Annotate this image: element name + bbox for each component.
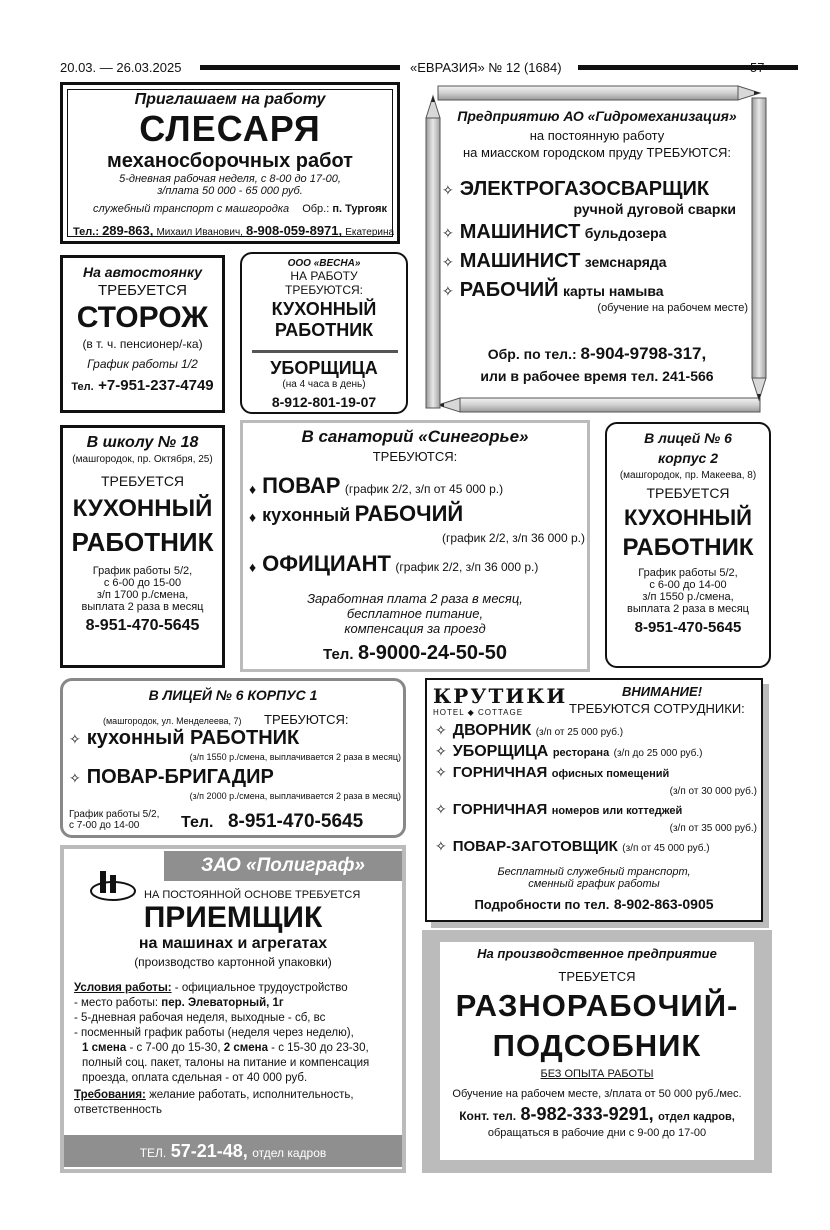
ad-heading: В санаторий «Синегорье» <box>301 427 529 446</box>
condition: - с 15-30 до 23-30, <box>271 1042 369 1054</box>
phone-number: 8-951-470-5645 <box>227 811 364 832</box>
job-note: (з/п до 25 000 руб.) <box>613 748 703 759</box>
job-title: РАБОТНИК <box>274 320 374 340</box>
ad-line: НА РАБОТУ <box>290 269 358 283</box>
ad-detail: График работы 5/2, <box>92 565 193 577</box>
ad-line: на постоянную работу <box>529 128 665 143</box>
ad-heading: Предприятию АО «Гидромеханизация» <box>457 108 737 124</box>
ad-gidro <box>420 78 772 420</box>
ad-detail: График работы 5/2, <box>638 567 738 579</box>
tel-suffix: отдел кадров, <box>658 1111 735 1123</box>
diamond-icon: ♦ <box>249 480 257 497</box>
ad-note: (в т. ч. пенсионер/-ка) <box>82 337 203 351</box>
phone-number: 8-951-470-5645 <box>634 619 742 636</box>
ad-detail: з/п 1550 р./смена, <box>642 591 734 603</box>
ad-title: ПОДСОБНИК <box>492 1028 702 1063</box>
star-icon: ✧ <box>69 770 81 786</box>
tel-label: Обр. по тел.: <box>487 346 577 362</box>
ad-need: ТРЕБУЕТСЯ <box>558 969 636 984</box>
tel-label: ТЕЛ. <box>139 1146 167 1160</box>
ad-sinegorye <box>240 420 590 672</box>
ad-note: (производство картонной упаковки) <box>134 955 332 969</box>
ad-title: РАБОТНИК <box>622 534 754 561</box>
requirement: желание работать, исполнительность, <box>149 1089 354 1101</box>
header-rule-right <box>578 65 798 70</box>
contact-name: Михаил Иванович, <box>156 227 243 238</box>
job-title: УБОРЩИЦА <box>452 743 549 760</box>
job-detail: карты намыва <box>562 283 664 299</box>
phone-number: 57-21-48, <box>170 1141 248 1161</box>
job-title: ПОВАР-БРИГАДИР <box>86 766 274 788</box>
job-note: (з/п 2000 р./смена, выплачивается 2 раза в месяц) <box>189 791 401 801</box>
job-title: КУХОННЫЙ <box>271 299 377 319</box>
ad-slesar <box>60 82 400 244</box>
ad-title: КУХОННЫЙ <box>623 505 752 530</box>
conditions-label: Условия работы: <box>74 982 172 994</box>
ad-address-label: Обр.: <box>302 203 330 215</box>
job-title: ПОВАР <box>262 473 341 498</box>
tel-suffix: отдел кадров <box>252 1146 327 1160</box>
attention-label: ВНИМАНИЕ! <box>621 684 703 699</box>
ad-detail: выплата 2 раза в месяц <box>81 601 204 613</box>
ad-detail: з/п 1700 р./смена, <box>96 589 189 601</box>
ad-line: НА ПОСТОЯННОЙ ОСНОВЕ ТРЕБУЕТСЯ <box>144 889 361 901</box>
ad-poligraf <box>60 845 406 1173</box>
ad-salary: з/плата 50 000 - 65 000 руб. <box>157 185 303 197</box>
job-title: ГОРНИЧНАЯ <box>452 801 548 818</box>
benefit: Заработная плата 2 раза в месяц, <box>307 591 523 606</box>
benefit: компенсация за проезд <box>344 621 486 636</box>
diamond-icon: ♦ <box>249 558 257 575</box>
job-detail: ресторана <box>552 747 610 759</box>
phone-number: 8-904-9798-317, <box>580 344 707 363</box>
job-title: кухонный РАБОТНИК <box>86 727 300 749</box>
ad-school18 <box>60 425 225 668</box>
job-note: (график 2/2, з/п 36 000 р.) <box>395 560 539 574</box>
issue-dates: 20.03. — 26.03.2025 <box>60 60 182 75</box>
tel-label: Подробности по тел. <box>474 897 610 912</box>
star-icon: ✧ <box>442 254 454 270</box>
header-rule-left <box>200 65 400 70</box>
condition: - посменный график работы (неделя через неделю), <box>74 1027 354 1039</box>
ad-detail: с 6-00 до 15-00 <box>103 577 182 589</box>
ad-heading: Приглашаем на работу <box>134 91 326 108</box>
ad-subtitle: на машинах и агрегатах <box>138 935 328 952</box>
company-banner <box>164 851 402 881</box>
condition: - официальное трудоустройство <box>174 982 348 994</box>
benefit: бесплатное питание, <box>346 606 484 621</box>
phone-number: +7-951-237-4749 <box>98 377 214 394</box>
benefit: сменный график работы <box>528 878 660 890</box>
ad-address: (машгородок, пр. Октября, 25) <box>72 454 213 465</box>
phone-alt: или в рабочее время тел. 241-566 <box>480 368 714 384</box>
ad-line: на миасском городском пруду ТРЕБУЮТСЯ: <box>462 145 732 160</box>
star-icon: ✧ <box>435 801 447 817</box>
job-title: УБОРЩИЦА <box>270 358 378 378</box>
ad-schedule: График работы 5/2, <box>69 809 160 820</box>
ad-heading: корпус 2 <box>658 450 718 466</box>
job-note: (график 2/2, з/п 36 000 р.) <box>442 531 585 545</box>
ad-heading: На производственное предприятие <box>477 946 717 961</box>
page-header <box>60 60 770 80</box>
ad-title: СТОРОЖ <box>76 301 209 334</box>
ad-line: ТРЕБУЮТСЯ: <box>284 283 363 297</box>
benefit: Бесплатный служебный транспорт, <box>497 866 691 878</box>
contact-name: Екатерина <box>345 227 395 238</box>
star-icon: ✧ <box>435 764 447 780</box>
tel-label: Тел. <box>181 814 214 831</box>
ad-heading: В ЛИЦЕЙ № 6 КОРПУС 1 <box>148 687 318 703</box>
ad-address: (машгородок, пр. Макеева, 8) <box>619 470 757 481</box>
phone-number: 8-912-801-19-07 <box>271 394 377 410</box>
star-icon: ✧ <box>435 743 447 759</box>
ad-transport: служебный транспорт с машгородка <box>93 203 290 215</box>
issue-title: «ЕВРАЗИЯ» № 12 (1684) <box>410 60 562 75</box>
shift-label: 1 смена <box>82 1042 127 1054</box>
ad-title: ПРИЕМЩИК <box>143 901 323 934</box>
job-detail: офисных помещений <box>551 768 670 780</box>
ad-heading: На автостоянку <box>82 264 202 280</box>
ad-heading: В школу № 18 <box>86 434 199 451</box>
experience-note: БЕЗ ОПЫТА РАБОТЫ <box>540 1068 654 1080</box>
requirements-label: Требования: <box>74 1089 146 1101</box>
ad-subtitle: механосборочных работ <box>107 150 353 172</box>
ad-heading: ООО «ВЕСНА» <box>287 258 361 269</box>
job-title: ОФИЦИАНТ <box>262 551 391 576</box>
ad-schedule: График работы 1/2 <box>87 357 198 371</box>
ad-need: ТРЕБУЮТСЯ СОТРУДНИКИ: <box>569 701 745 716</box>
tel-label: Тел. <box>71 381 94 393</box>
job-detail: ручной дуговой сварки <box>573 201 736 217</box>
job-detail: номеров или коттеджей <box>551 805 683 817</box>
phone-number: 8-951-470-5645 <box>85 617 200 634</box>
condition: - с 7-00 до 15-30, <box>129 1042 221 1054</box>
divider <box>252 350 398 353</box>
job-note: (з/п от 45 000 руб.) <box>622 843 710 854</box>
job-title: ЭЛЕКТРОГАЗОСВАРЩИК <box>459 178 710 200</box>
ad-address: (машгородок, ул. Менделеева, 7) <box>103 716 242 726</box>
ad-need: ТРЕБУЮТСЯ: <box>372 449 458 464</box>
star-icon: ✧ <box>69 731 81 747</box>
training-note: Обучение на рабочем месте, з/плата от 50 000 руб./мес. <box>452 1088 742 1100</box>
star-icon: ✧ <box>435 722 447 738</box>
ad-detail: выплата 2 раза в месяц <box>627 603 749 615</box>
training-note: (обучение на рабочем месте) <box>597 302 748 314</box>
ad-need: ТРЕБУЕТСЯ <box>100 473 185 489</box>
ad-lyceum6-k1 <box>60 678 406 838</box>
job-note: (график 2/2, з/п от 45 000 р.) <box>344 482 504 496</box>
ad-raznorab <box>422 930 772 1173</box>
ad-title: СЛЕСАРЯ <box>139 108 321 149</box>
ad-vesna <box>240 252 408 414</box>
logo-text: КРУТИКИ <box>433 684 568 708</box>
tel-label: Конт. тел. <box>459 1109 517 1123</box>
job-title: МАШИНИСТ <box>459 250 581 272</box>
diamond-icon: ♦ <box>249 508 257 525</box>
company-name: ЗАО «Полиграф» <box>201 855 365 876</box>
job-title: ДВОРНИК <box>452 722 532 739</box>
job-title: РАБОЧИЙ <box>459 279 559 301</box>
ad-schedule: 5-дневная рабочая неделя, с 8-00 до 17-00, <box>119 173 341 185</box>
job-detail: земснаряда <box>584 254 667 270</box>
condition: - место работы: <box>74 997 159 1009</box>
ad-lyceum6 <box>605 422 771 668</box>
condition: полный соц. пакет, талоны на питание и компенсация <box>82 1057 370 1069</box>
ad-storozh <box>60 255 225 413</box>
job-title: ПОВАР-ЗАГОТОВЩИК <box>452 838 618 855</box>
phone-number: 8-982-333-9291, <box>520 1104 654 1124</box>
ad-title: КУХОННЫЙ <box>72 495 213 522</box>
phone-number: 8-902-863-0905 <box>613 896 714 912</box>
job-note: (з/п от 35 000 руб.) <box>669 823 757 834</box>
work-hours: обращаться в рабочие дни с 9-00 до 17-00 <box>487 1127 707 1139</box>
shift-label: 2 смена <box>223 1042 268 1054</box>
ad-need: ТРЕБУЮТСЯ: <box>264 712 349 727</box>
phone-number: 8-9000-24-50-50 <box>357 642 507 664</box>
tel-label: Тел. <box>323 646 354 663</box>
job-title: кухонный <box>262 505 351 525</box>
job-note: (з/п от 30 000 руб.) <box>669 786 757 797</box>
job-detail: бульдозера <box>584 225 667 241</box>
krutiki-logo <box>433 684 567 717</box>
star-icon: ✧ <box>442 283 454 299</box>
work-address: пер. Элеваторный, 1г <box>161 997 284 1009</box>
ad-detail: с 6-00 до 14-00 <box>649 579 727 591</box>
ad-note: (на 4 часа в день) <box>282 379 366 390</box>
star-icon: ✧ <box>442 182 454 198</box>
ad-title: РАБОТНИК <box>71 527 214 557</box>
ad-address: п. Тургояк <box>332 203 388 215</box>
phone-number: 289-863, <box>102 223 154 238</box>
tel-banner <box>64 1135 402 1167</box>
star-icon: ✧ <box>442 225 454 241</box>
phone-number: 8-908-059-8971, <box>246 223 343 238</box>
job-title: МАШИНИСТ <box>459 221 581 243</box>
ad-heading: В лицей № 6 <box>644 430 732 446</box>
job-title: ГОРНИЧНАЯ <box>452 764 548 781</box>
job-note: (з/п 1550 р./смена, выплачивается 2 раза в месяц) <box>189 752 401 762</box>
star-icon: ✧ <box>435 838 447 854</box>
logo-subtext: HOTEL ◆ COTTAGE <box>433 708 524 717</box>
tel-label: Тел.: <box>73 226 99 238</box>
ad-need: ТРЕБУЕТСЯ <box>97 282 188 299</box>
job-title: РАБОЧИЙ <box>354 501 464 526</box>
ad-need: ТРЕБУЕТСЯ <box>646 485 730 501</box>
ad-krutiki <box>425 678 763 922</box>
requirement: ответственность <box>74 1104 163 1116</box>
ad-title: РАЗНОРАБОЧИЙ- <box>455 988 739 1023</box>
page-number: 57 <box>750 60 765 75</box>
condition: - 5-дневная рабочая неделя, выходные - сб, вс <box>74 1012 326 1024</box>
ad-schedule: с 7-00 до 14-00 <box>69 820 140 831</box>
condition: проезда, оплата сдельная - от 40 000 руб. <box>82 1072 308 1084</box>
job-note: (з/п от 25 000 руб.) <box>535 727 624 738</box>
